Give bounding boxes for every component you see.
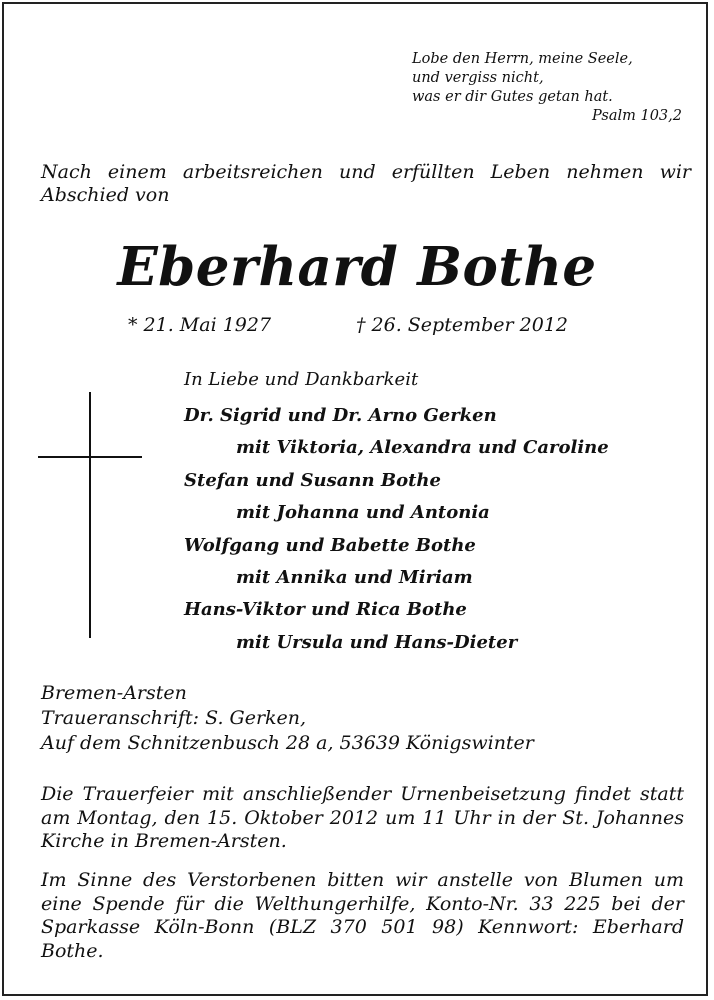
family-parents: Hans-Viktor und Rica Bothe (184, 599, 467, 621)
mourners-list (184, 366, 684, 659)
family-children: mit Annika und Miriam (236, 567, 473, 589)
address-street: Auf dem Schnitzenbusch 28 a, 53639 Königswinter (41, 732, 534, 754)
psalm-reference: Psalm 103,2 (592, 108, 682, 124)
address-place: Bremen-Arsten (41, 682, 187, 704)
deceased-name: Eberhard Bothe (117, 236, 597, 298)
psalm-line: und vergiss nicht, (412, 70, 544, 86)
cross-icon (38, 392, 142, 638)
family-children: mit Viktoria, Alexandra und Caroline (236, 437, 609, 459)
birth-date: * 21. Mai 1927 (128, 314, 272, 336)
psalm-line: Lobe den Herrn, meine Seele, (412, 51, 633, 67)
mourners-lead: In Liebe und Dankbarkeit (184, 369, 419, 390)
psalm-quote (412, 50, 682, 126)
family-children: mit Johanna und Antonia (236, 502, 490, 524)
obituary-notice (2, 2, 708, 996)
address-label: Traueranschrift: S. Gerken, (41, 707, 307, 729)
family-parents: Wolfgang und Babette Bothe (184, 534, 476, 556)
intro-text: Nach einem arbeitsreichen und erfüllten Leben nehmen wir Abschied von (41, 161, 691, 206)
mourning-address (41, 681, 691, 756)
death-date: † 26. September 2012 (356, 314, 568, 336)
donation-text: Im Sinne des Verstorbenen bitten wir anstelle von Blumen um eine Spende für die Welthungerhilfe, Konto-Nr. 33 225 bei der Sparkasse Köln-Bonn (BLZ 370 501 98) Kennwort: Eberhard Bothe. (41, 869, 684, 962)
family-children: mit Ursula und Hans-Dieter (236, 631, 518, 653)
ceremony-text: Die Trauerfeier mit anschließender Urnenbeisetzung findet statt am Montag, den 15. Oktober 2012 um 11 Uhr in der St. Johannes Kirche in Bremen-Arsten. (41, 783, 684, 852)
family-parents: Stefan und Susann Bothe (184, 469, 441, 491)
psalm-line: was er dir Gutes getan hat. (412, 89, 613, 105)
family-parents: Dr. Sigrid und Dr. Arno Gerken (184, 405, 497, 426)
